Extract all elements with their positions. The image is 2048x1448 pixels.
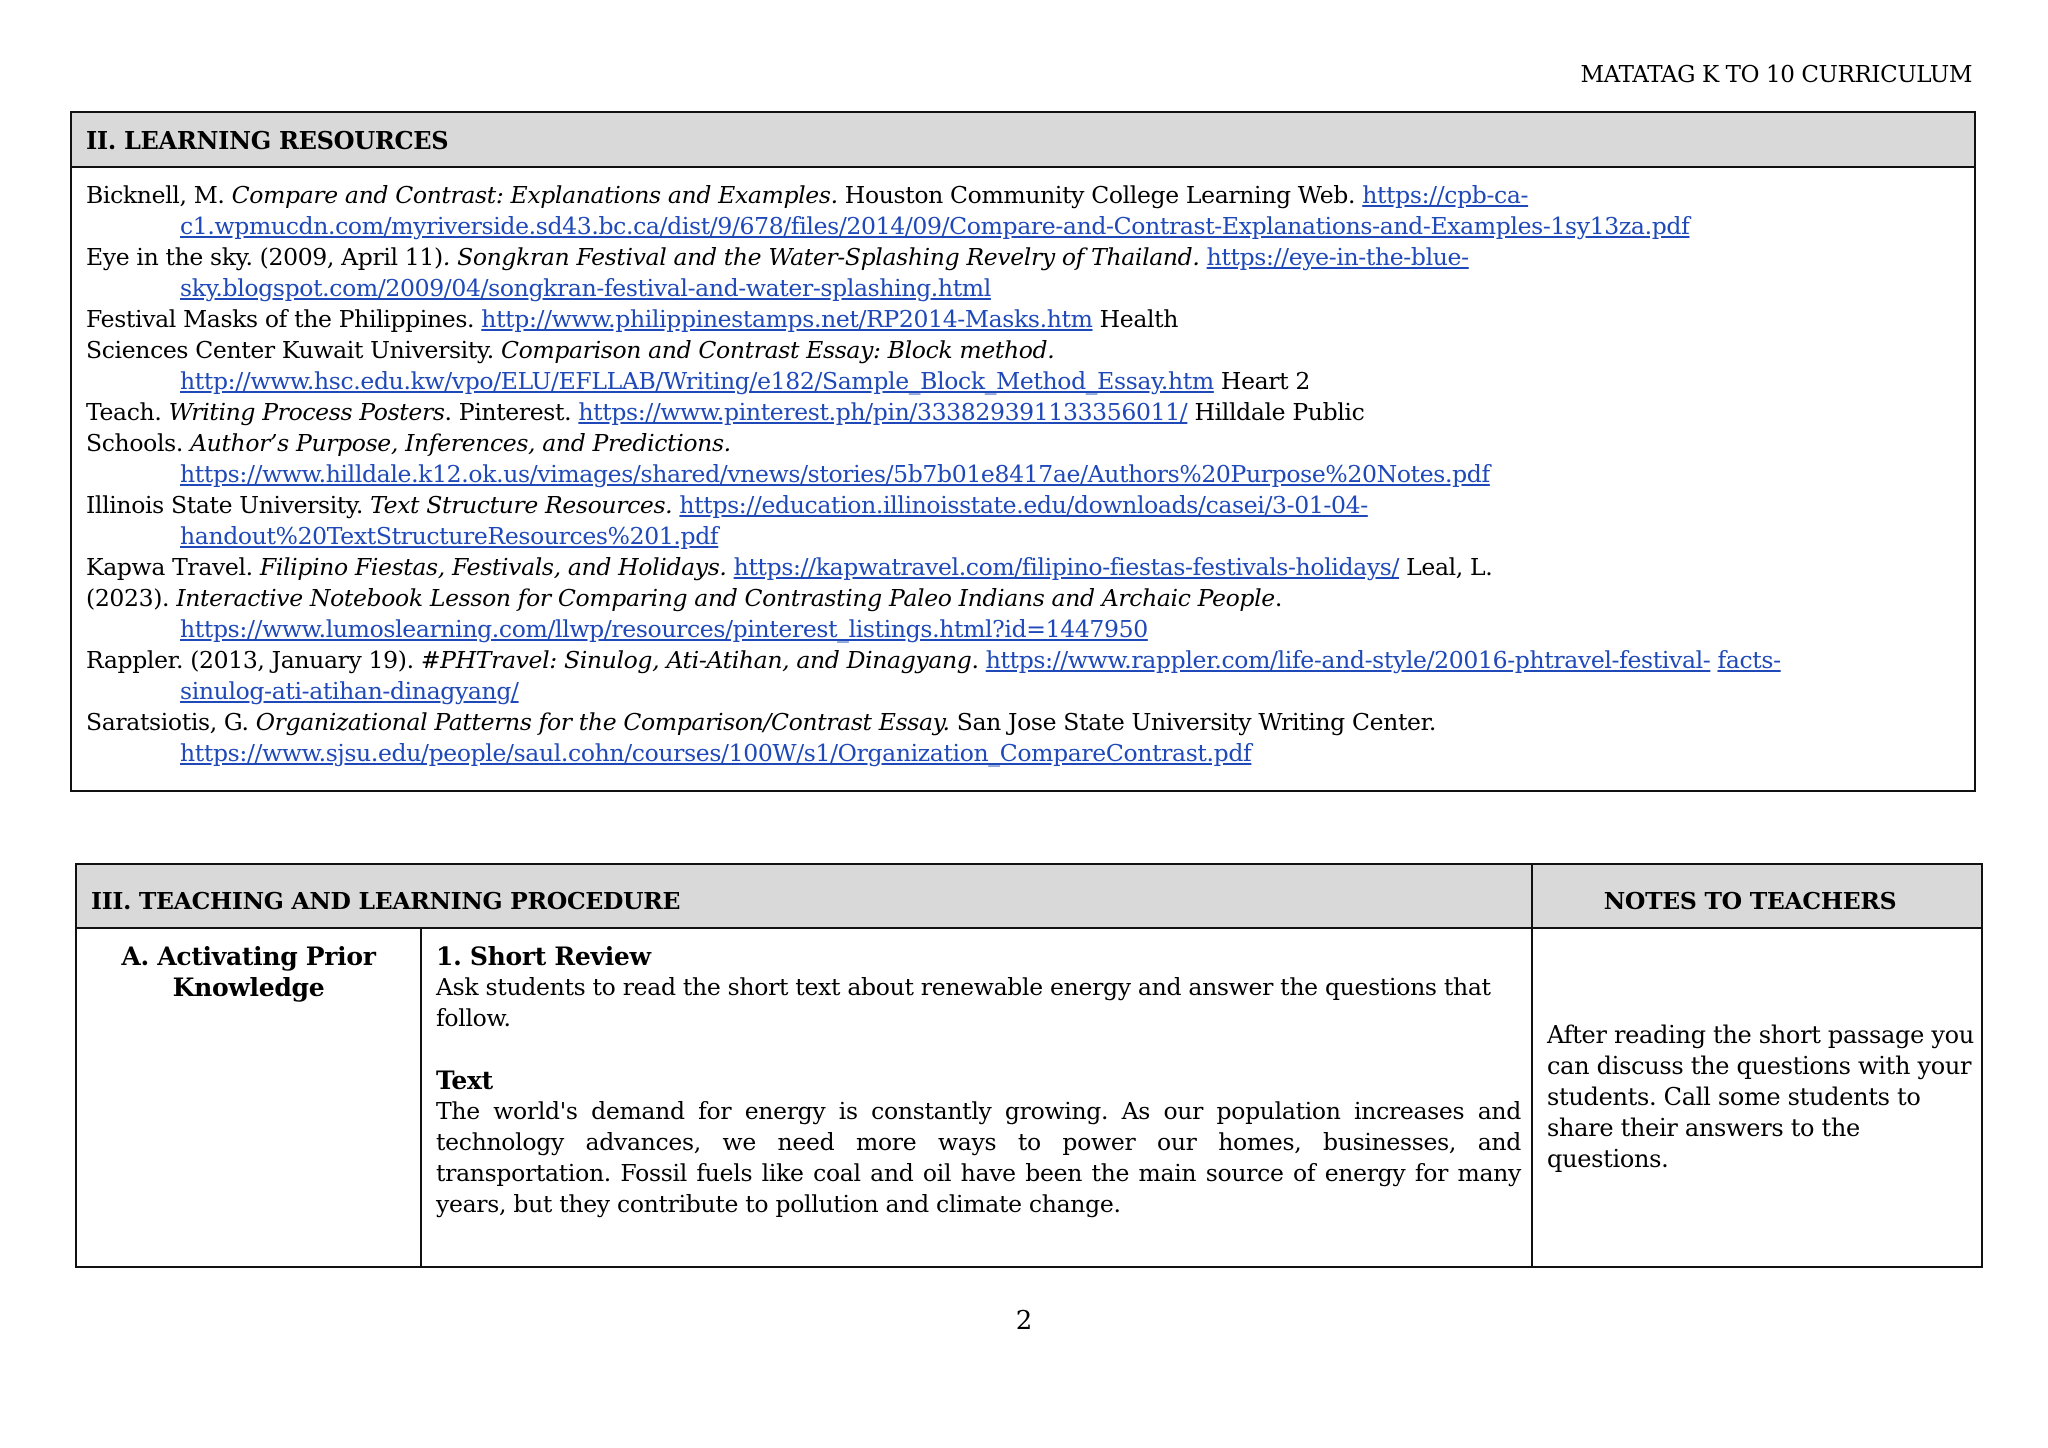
text-title: Text — [436, 1066, 493, 1095]
notes-heading: NOTES TO TEACHERS — [1532, 864, 1982, 928]
reference-text: Rappler. (2013, January 19). — [86, 646, 421, 674]
reference-link[interactable]: handout%20TextStructureResources%201.pdf — [180, 522, 719, 550]
reference-title: Writing Process Posters — [168, 398, 445, 426]
reference-text: . Pinterest. — [444, 398, 579, 426]
reference-text: Heart 2 — [1213, 367, 1310, 395]
reference-text: Houston Community College Learning Web. — [837, 181, 1363, 209]
learning-resources-section — [70, 111, 1976, 792]
reference-line — [86, 211, 1960, 242]
reference-line — [86, 304, 1960, 335]
reference-line — [86, 614, 1960, 645]
reference-title: Author’s Purpose, Inferences, and Predictions. — [190, 429, 731, 457]
notes-to-teachers: After reading the short passage you can discuss the questions with your students. Call some students to share their answers to the questions. — [1532, 928, 1982, 1267]
reference-text: (2023). — [86, 584, 177, 612]
procedure-table — [75, 863, 1983, 1268]
reference-text: Leal, L. — [1399, 553, 1493, 581]
reference-title: . Songkran Festival and the Water-Splashing Revelry of Thailand. — [442, 243, 1200, 271]
reference-text: Eye in the sky. (2009, April 11) — [86, 243, 443, 271]
reference-text: . — [1274, 584, 1282, 612]
reference-title: #PHTravel: Sinulog, Ati-Atihan, and Dinagyang — [420, 646, 972, 674]
reference-line — [86, 397, 1960, 428]
reference-text: Hilldale Public — [1187, 398, 1365, 426]
procedure-heading: III. TEACHING AND LEARNING PROCEDURE — [76, 864, 1532, 928]
reference-line — [86, 490, 1960, 521]
reference-text: San Jose State University Writing Center. — [949, 708, 1437, 736]
reference-title: Compare and Contrast: Explanations and Examples. — [231, 181, 838, 209]
page-number: 2 — [1015, 1306, 1033, 1336]
reference-link[interactable]: https://www.rappler.com/life-and-style/20016-phtravel-festival- — [985, 646, 1711, 674]
reference-line — [86, 428, 1960, 459]
reference-link[interactable]: https://cpb-ca- — [1362, 181, 1529, 209]
reference-line — [86, 459, 1960, 490]
reference-title: Comparison and Contrast Essay: Block method. — [500, 336, 1055, 364]
reference-text: Kapwa Travel. — [86, 553, 260, 581]
reference-text: Illinois State University. — [86, 491, 371, 519]
reference-text: Health — [1092, 305, 1179, 333]
reference-text — [1200, 243, 1207, 271]
procedure-content — [421, 928, 1532, 1267]
reference-link[interactable]: sinulog-ati-atihan-dinagyang/ — [180, 677, 519, 705]
reference-text: Schools. — [86, 429, 191, 457]
reference-line — [86, 583, 1960, 614]
reference-line — [86, 242, 1960, 273]
reference-link[interactable]: http://www.hsc.edu.kw/vpo/ELU/EFLLAB/Writing/e182/Sample_Block_Method_Essay.htm — [180, 367, 1214, 395]
reference-line — [86, 738, 1960, 769]
instruction-text: Ask students to read the short text about renewable energy and answer the questions that follow. — [436, 973, 1491, 1032]
reference-link[interactable]: https://www.hilldale.k12.ok.us/vimages/shared/vnews/stories/5b7b01e8417ae/Authors%20Purpose%20Notes.pdf — [180, 460, 1490, 488]
reference-line — [86, 707, 1960, 738]
phase-label: A. Activating Prior Knowledge — [76, 928, 421, 1267]
item-title: 1. Short Review — [436, 942, 651, 971]
reference-text: Saratsiotis, G. — [86, 708, 256, 736]
reference-link[interactable]: http://www.philippinestamps.net/RP2014-Masks.htm — [481, 305, 1093, 333]
reference-line — [86, 645, 1960, 676]
reference-link[interactable]: https://education.illinoisstate.edu/downloads/casei/3-01-04- — [679, 491, 1368, 519]
text-body: The world's demand for energy is constantly growing. As our population increases and technology advances, we need more ways to power our homes, businesses, and transportation. Fossil fuels like coal and oil have been the main source of energy for many years, but they contribute to pollution and climate change. — [436, 1097, 1521, 1218]
reference-text — [727, 553, 734, 581]
reference-text: Teach. — [86, 398, 169, 426]
curriculum-header: MATATAG K TO 10 CURRICULUM — [1580, 62, 1972, 88]
reference-text: . — [971, 646, 986, 674]
reference-line — [86, 366, 1960, 397]
reference-link[interactable]: https://www.lumoslearning.com/llwp/resources/pinterest_listings.html?id=1447950 — [180, 615, 1148, 643]
reference-link[interactable]: https://www.sjsu.edu/people/saul.cohn/courses/100W/s1/Organization_CompareContrast.pdf — [180, 739, 1252, 767]
reference-title: Filipino Fiestas, Festivals, and Holidays. — [259, 553, 727, 581]
reference-line — [86, 180, 1960, 211]
reference-text: Bicknell, M. — [86, 181, 232, 209]
reference-line — [86, 273, 1960, 304]
reference-link[interactable]: c1.wpmucdn.com/myriverside.sd43.bc.ca/dist/9/678/files/2014/09/Compare-and-Contrast-Explanations-and-Examples-1sy13za.pdf — [180, 212, 1690, 240]
reference-link[interactable]: sky.blogspot.com/2009/04/songkran-festival-and-water-splashing.html — [180, 274, 991, 302]
reference-line — [86, 335, 1960, 366]
reference-line — [86, 521, 1960, 552]
reference-text: Festival Masks of the Philippines. — [86, 305, 482, 333]
reference-text: Sciences Center Kuwait University. — [86, 336, 501, 364]
reference-title: Organizational Patterns for the Comparison/Contrast Essay. — [255, 708, 950, 736]
reference-line — [86, 552, 1960, 583]
reference-title: Text Structure Resources. — [370, 491, 673, 519]
reference-title: Interactive Notebook Lesson for Comparing and Contrasting Paleo Indians and Archaic People — [176, 584, 1275, 612]
reference-link[interactable]: https://eye-in-the-blue- — [1206, 243, 1469, 271]
reference-line — [86, 676, 1960, 707]
learning-resources-heading: II. LEARNING RESOURCES — [72, 113, 1974, 168]
reference-link[interactable]: https://kapwatravel.com/filipino-fiestas-festivals-holidays/ — [733, 553, 1400, 581]
reference-link[interactable]: facts- — [1717, 646, 1781, 674]
reference-list — [72, 168, 1974, 769]
reference-link[interactable]: https://www.pinterest.ph/pin/333829391133356011/ — [578, 398, 1188, 426]
